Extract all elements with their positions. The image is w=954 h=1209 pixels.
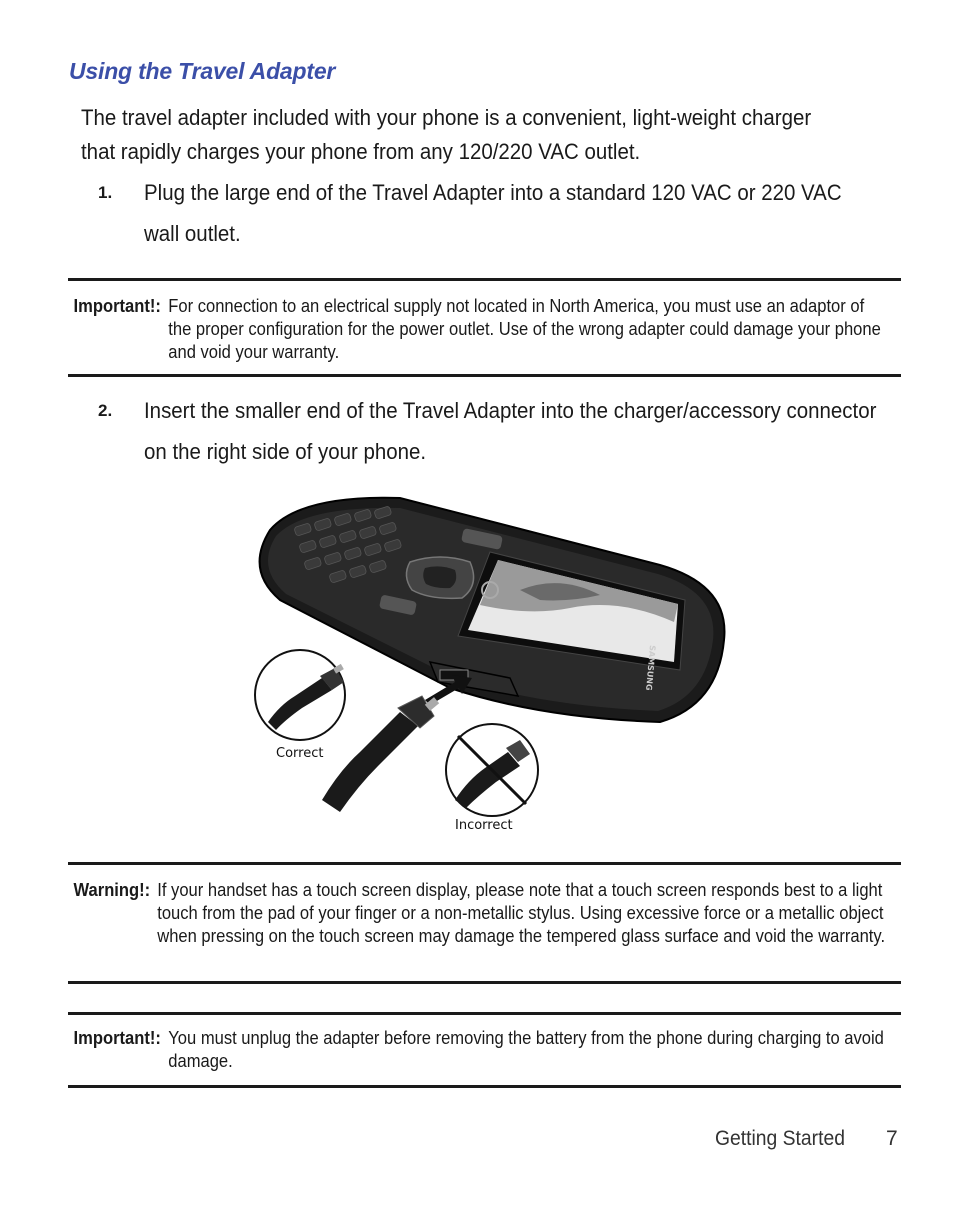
notice-label: Important!: <box>73 1028 161 1048</box>
intro-paragraph: The travel adapter included with your phone is a convenient, light-weight charger that rapidly charges your phone from any 120/220 VAC outlet. <box>81 105 812 164</box>
step-number: 2. <box>98 401 113 420</box>
step-1 <box>98 172 938 254</box>
footer-page-number: 7 <box>886 1127 898 1150</box>
notice-label: Important!: <box>73 296 161 316</box>
adapter-illustration <box>240 490 740 840</box>
correct-orientation-icon <box>255 650 345 740</box>
phone-brand-text: SAMSUNG <box>644 644 657 691</box>
notice-text: If your handset has a touch screen display, please note that a touch screen responds best to a light touch from the pad of your finger or a non-metallic stylus. Using excessive force or a metallic object when pressing on the touch screen may damage the tempered glass surface and void the warranty. <box>157 880 886 946</box>
phone-with-adapter-illustration <box>240 490 740 840</box>
step-text: Plug the large end of the Travel Adapter into a standard 120 VAC or 220 VAC wall outlet. <box>144 180 842 246</box>
important-notice-2 <box>68 1012 901 1088</box>
incorrect-orientation-icon <box>446 724 538 816</box>
step-text: Insert the smaller end of the Travel Adapter into the charger/accessory connector on the right side of your phone. <box>144 398 877 464</box>
section-title: Using the Travel Adapter <box>69 58 336 84</box>
notice-text: You must unplug the adapter before removing the battery from the phone during charging to avoid damage. <box>168 1028 884 1071</box>
correct-label: Correct <box>276 746 324 761</box>
warning-notice <box>68 862 901 984</box>
notice-label: Warning!: <box>73 880 151 900</box>
notice-text: For connection to an electrical supply not located in North America, you must use an adaptor of the proper configuration for the power outlet. Use of the wrong adapter could damage your phone and void your warranty. <box>168 296 881 362</box>
step-number: 1. <box>98 183 113 202</box>
footer-section-name: Getting Started <box>715 1127 845 1150</box>
important-notice-1 <box>68 278 901 377</box>
step-2 <box>98 390 938 472</box>
incorrect-label: Incorrect <box>455 818 513 833</box>
